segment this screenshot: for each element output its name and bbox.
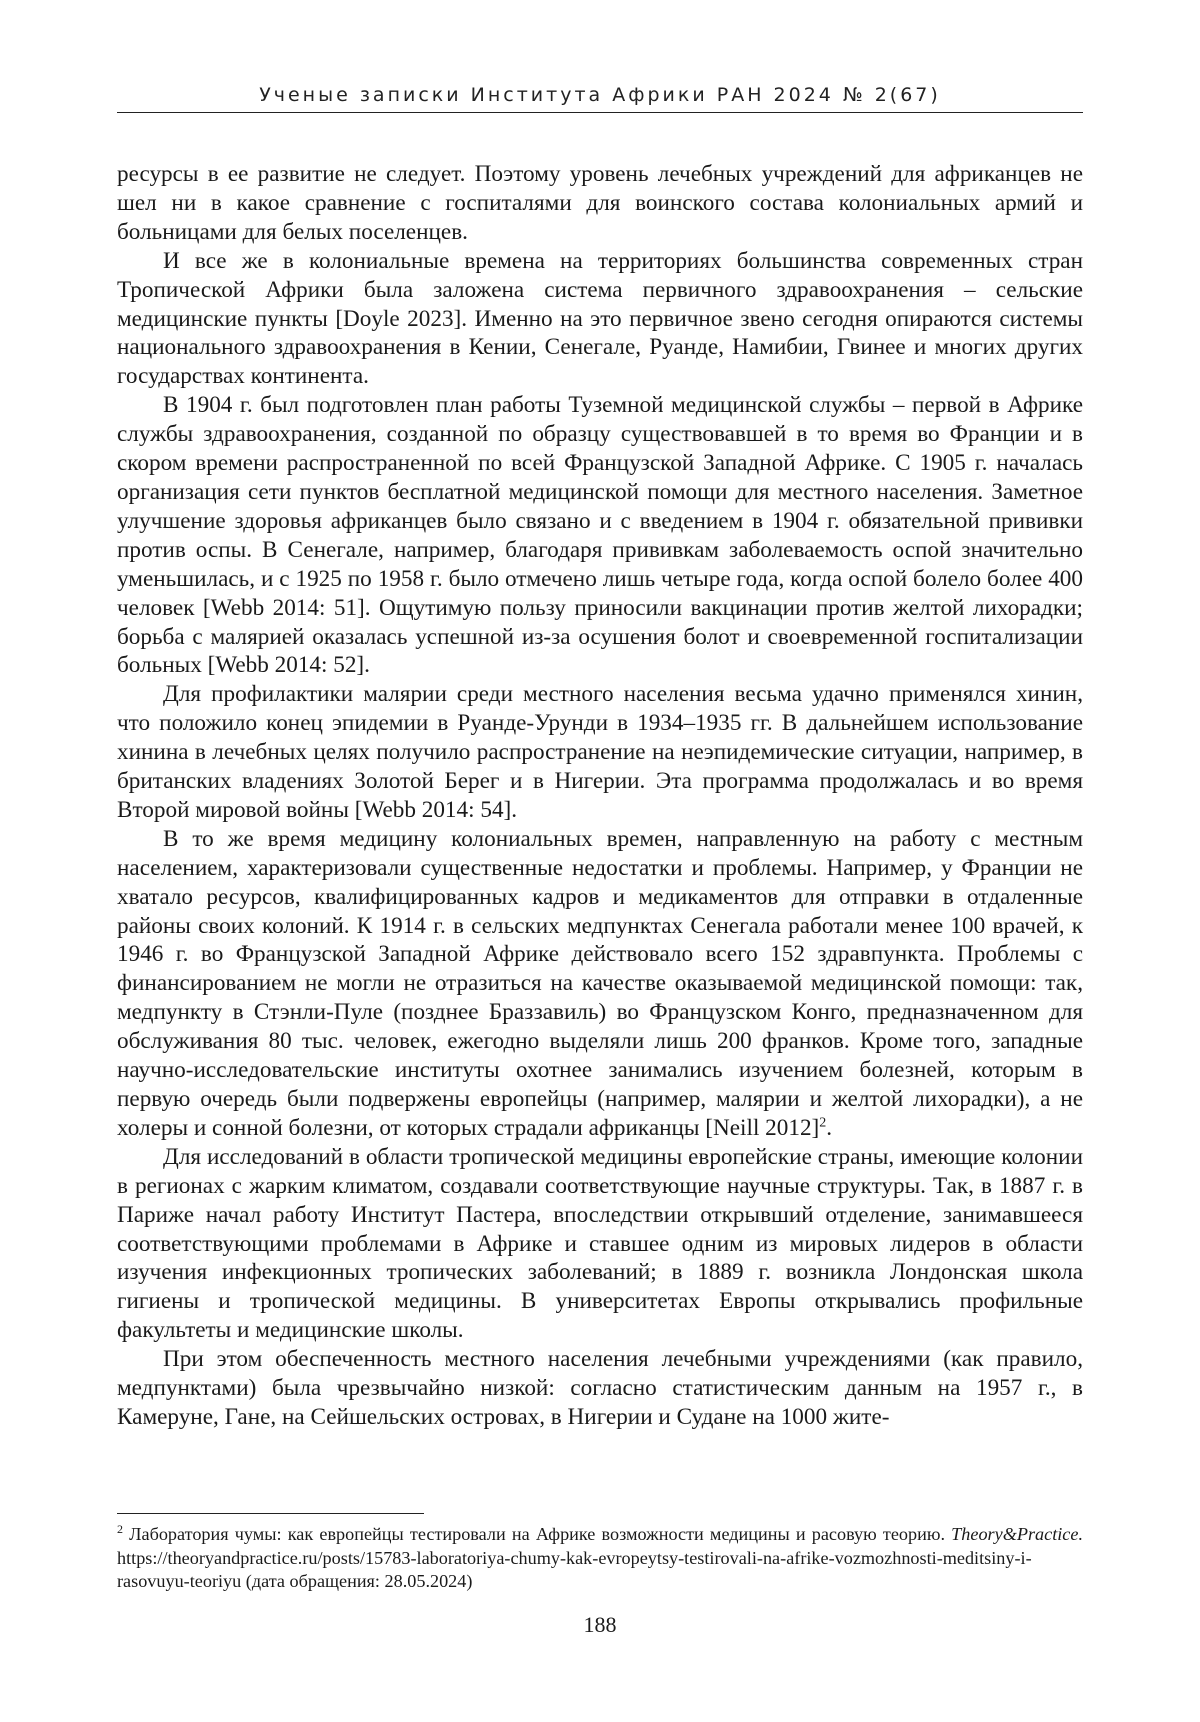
footnote-source: Theory&Practice.	[951, 1524, 1083, 1544]
paragraph-low-provision: При этом обеспеченность местного населения лечебными учреждениями (как правило, медпунктами) была чрезвычайно низкой: согласно статистическим данным на 1957 г., в Камеруне, Гане, на Сейшельских островах, в Нигерии и Судане на 1000 жите-	[117, 1346, 1083, 1430]
page-number: 188	[583, 1612, 617, 1637]
paragraph-tropical-medicine: Для исследований в области тропической медицины европейские страны, имеющие колонии в регионах с жарким климатом, создавали соответствующие научные структуры. Так, в 1887 г. в Париже начал работу Институт Пастера, впоследствии открывший отделение, занимавшееся соответствующими проблемами в Африке и ставшее одним из мировых лидеров в области изучения инфекционных тропических заболеваний; в 1889 г. возникла Лондонская школа гигиены и тропической медицины. В университетах Европы открывались профильные факультеты и медицинские школы.	[117, 1143, 1083, 1344]
footnote	[117, 1523, 1083, 1594]
running-title: Ученые записки Института Африки РАН 2024 № 2(67)	[117, 84, 1083, 113]
footnote-marker: 2	[117, 1521, 123, 1536]
paragraph-quinine: Для профилактики малярии среди местного населения весьма удачно применялся хинин, что положило конец эпидемии в Руанде-Урунди в 1934–1935 гг. В дальнейшем использование хинина в лечебных целях получило распространение на неэпидемические ситуации, например, в британских владениях Золотой Берег и в Нигерии. Эта программа продолжалась и во время Второй мировой войны [Webb 2014: 54].	[117, 681, 1083, 823]
paragraph-native-medical-service: В 1904 г. был подготовлен план работы Туземной медицинской службы – первой в Африке службы здравоохранения, созданной по образцу существовавшей в то время во Франции и в скором времени распространенной по всей Французской Западной Африке. С 1905 г. началась организация сети пунктов бесплатной медицинской помощи для местного населения. Заметное улучшение здоровья африканцев было связано и с введением в 1904 г. обязательной прививки против оспы. В Сенегале, например, благодаря прививкам заболеваемость оспой значительно уменьшилась, и с 1925 по 1958 г. было отмечено лишь четыре года, когда оспой болело более 400 человек [Webb 2014: 51]. Ощутимую пользу приносили вакцинации против желтой лихорадки; борьба с малярией оказалась успешной из-за осушения болот и своевременной госпитализации больных [Webb 2014: 52].	[117, 392, 1083, 679]
footnote-url[interactable]: https://theoryandpractice.ru/posts/15783-laboratoriya-chumy-kak-evropeytsy-testirovali-na-afrike-vozmozhnosti-meditsiny-i-rasovuyu-teoriyu (дата обращения: 28.05.2024)	[117, 1547, 1032, 1591]
footnote-text: Лаборатория чумы: как европейцы тестировали на Африке возможности медицины и расовую теорию.	[129, 1524, 945, 1544]
article-body	[117, 160, 1083, 1432]
paragraph-primary-care: И все же в колониальные времена на территориях большинства современных стран Тропической Африки была заложена система первичного здравоохранения – сельские медицинские пункты [Doyle 2023]. Именно на это первичное звено сегодня опираются системы национального здравоохранения в Кении, Сенегале, Руанде, Намибии, Гвинее и многих других государствах континента.	[117, 247, 1083, 390]
footnote-reference-trailing: .	[826, 1114, 833, 1141]
paragraph-shortcomings-text: В то же время медицину колониальных времен, направленную на работу с местным населением, характеризовали существенные недостатки и проблемы. Например, у Франции не хватало ресурсов, квалифицированных кадров и медикаментов для отправки в отдаленные районы своих колоний. К 1914 г. в сельских медпунктах Сенегала работали менее 100 врачей, к 1946 г. во Французской Западной Африке действовало всего 152 здравпункта. Проблемы с финансированием не могли не отразиться на качестве оказываемой медицинской помощи: так, медпункту в Стэнли-Пуле (позднее Браззавиль) во Французском Конго, предназначенном для обслуживания 80 тыс. человек, ежегодно выделяли лишь 200 франков. Кроме того, западные научно-исследовательские институты охотнее занимались изучением болезней, которым в первую очередь были подвержены европейцы (например, малярии и желтой лихорадки), а не холеры и сонной болезни, от которых страдали африканцы [Neill 2012]	[117, 825, 1083, 1141]
paragraph-continued: ресурсы в ее развитие не следует. Поэтому уровень лечебных учреждений для африканцев не шел ни в какое сравнение с госпиталями для воинского состава колониальных армий и больницами для белых поселенцев.	[117, 161, 1083, 245]
footnote-reference[interactable]: 2	[819, 1115, 827, 1131]
paragraph-shortcomings	[117, 825, 1083, 1143]
footnote-separator	[117, 1513, 424, 1514]
